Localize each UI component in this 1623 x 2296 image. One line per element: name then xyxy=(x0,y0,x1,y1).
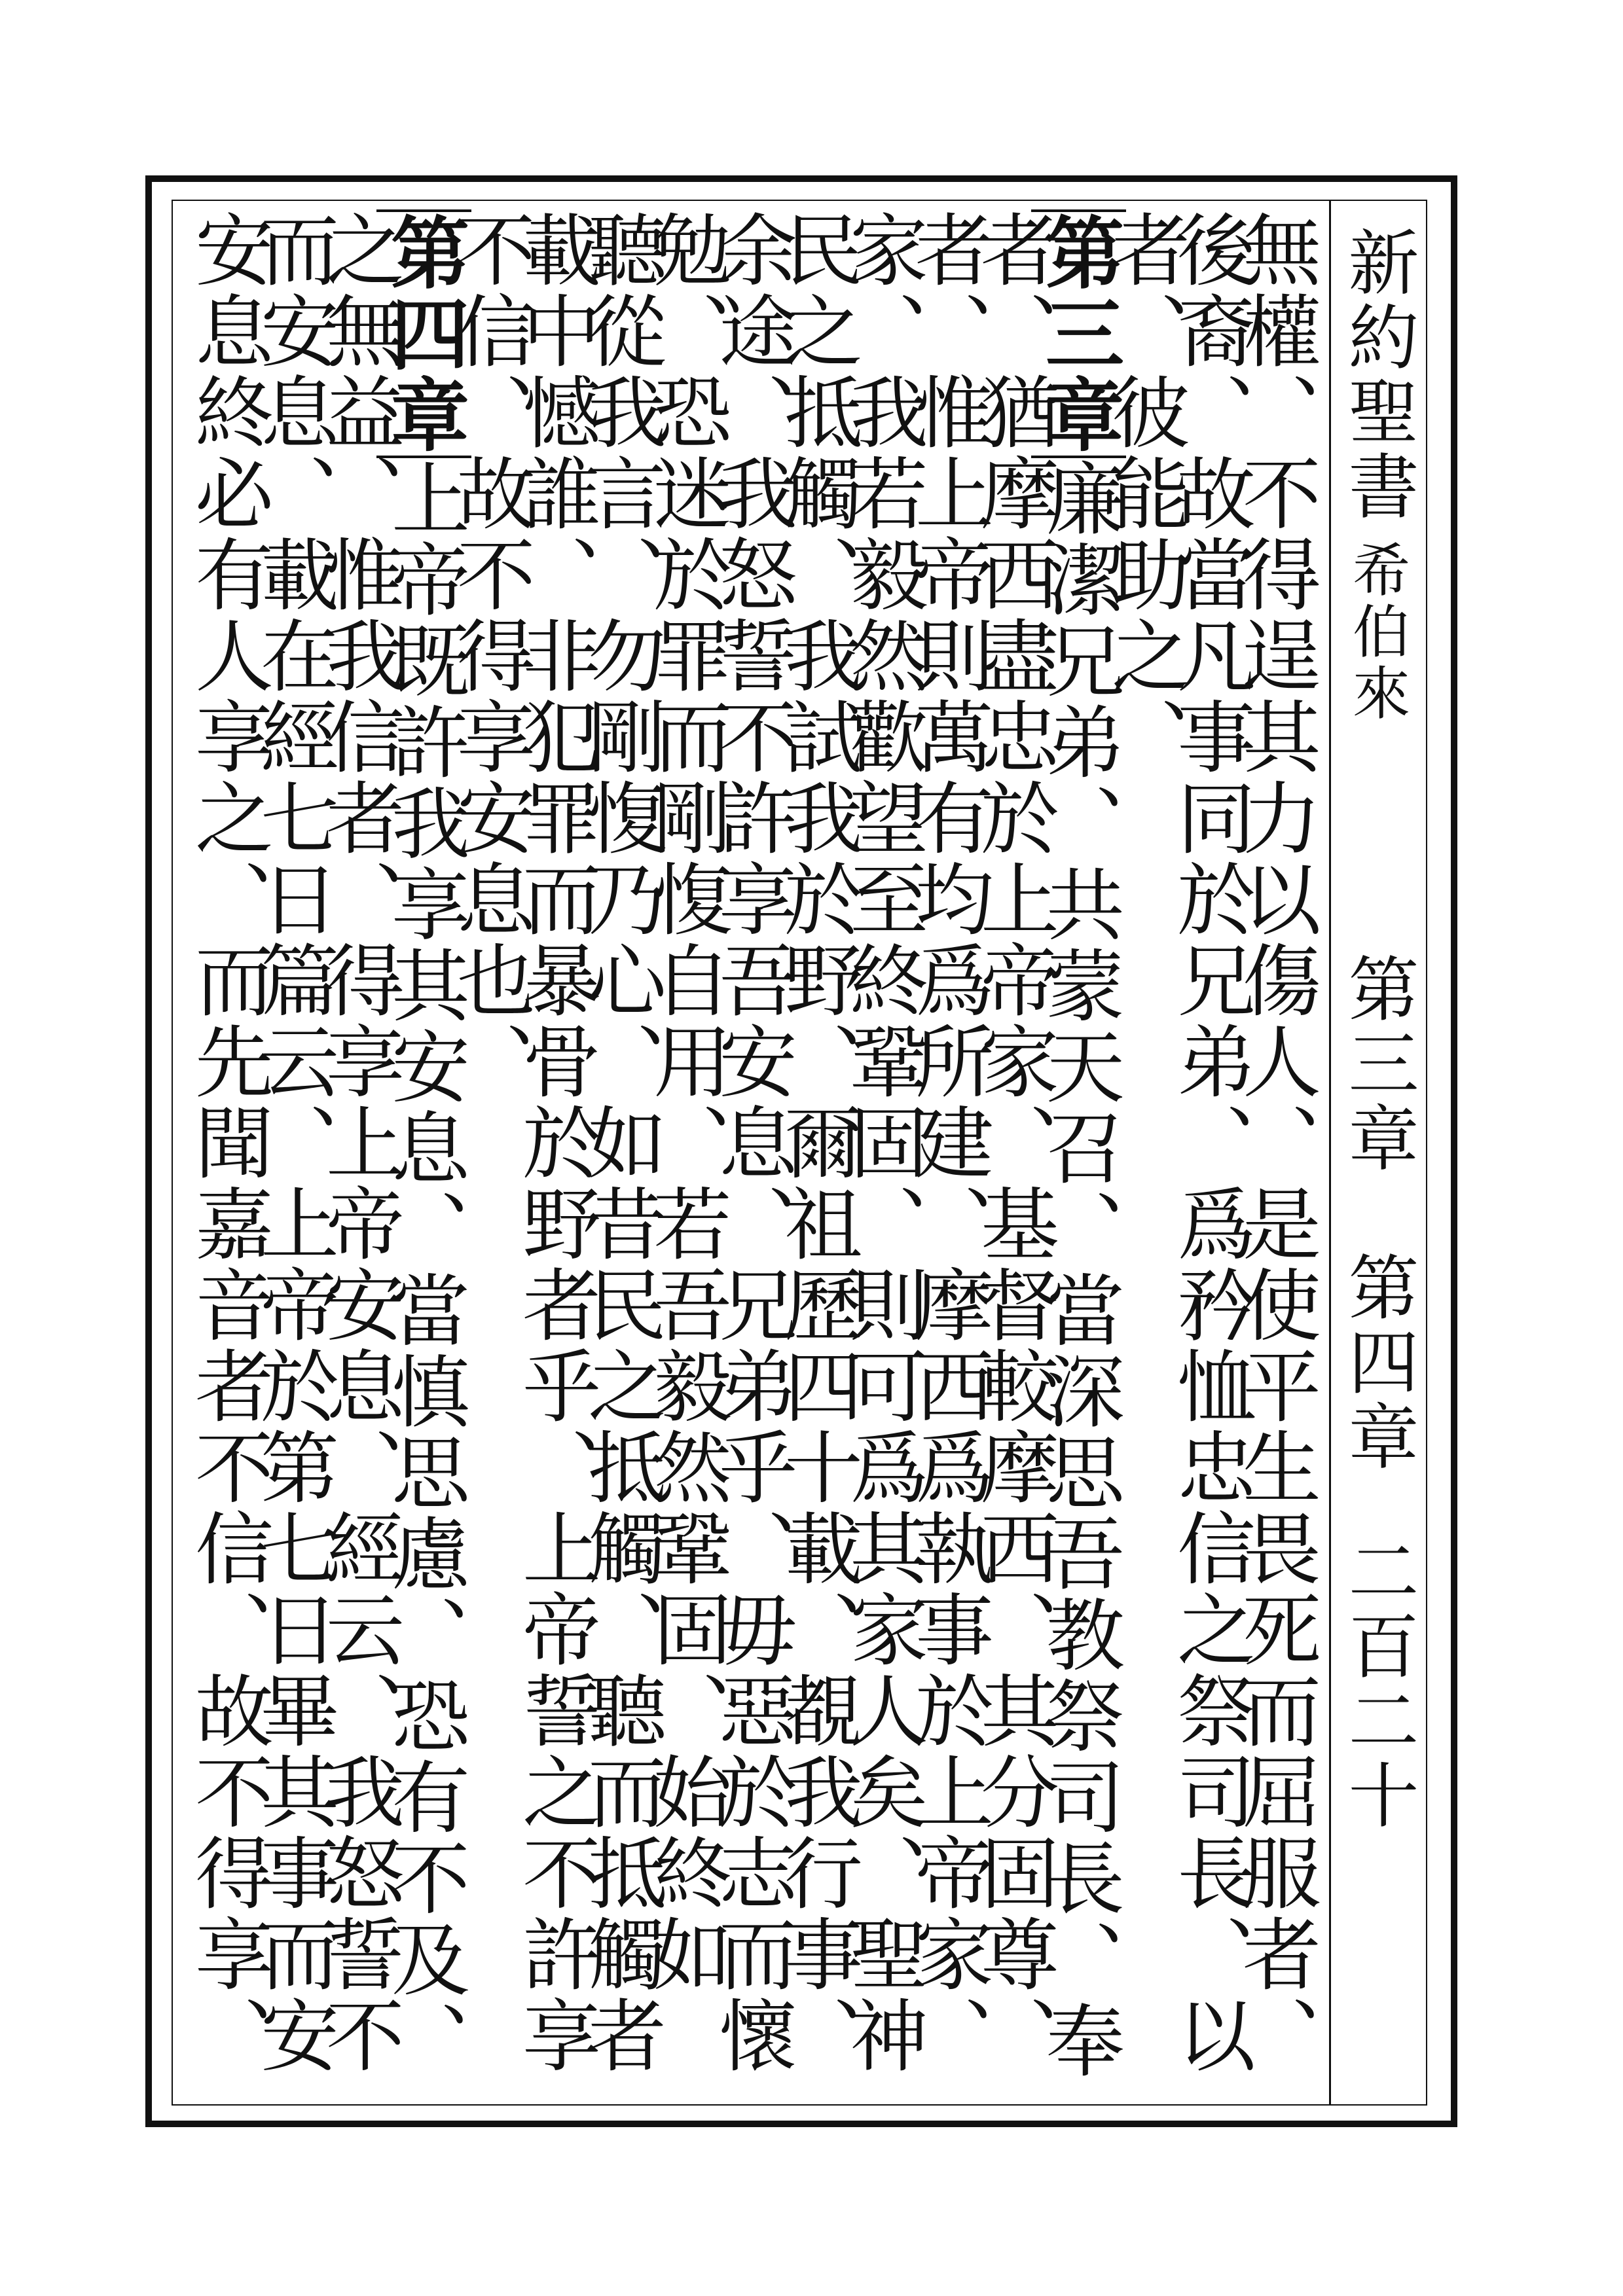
chapter-range: 第三章 第四章 xyxy=(1336,952,1418,1475)
chapter-marker: 第四章 xyxy=(376,209,471,458)
chapter-marker: 第三章 xyxy=(1031,209,1126,458)
epistle-name: 希伯來 xyxy=(1343,540,1411,725)
column-text: 者、惟上帝則萬有均爲所建、摩西爲執事於上帝家、 xyxy=(902,209,993,2076)
column-text: 之無益、惟我信者、得享上帝安息、經云、我怒誓不 xyxy=(313,209,404,2076)
text-column xyxy=(180,209,275,2094)
column-text: 家、我若毅然歡望至終鞏固、則可爲其家人矣、聖神 xyxy=(837,209,928,2076)
column-text: 安息終必有人享之、而先聞嘉音者不信、故不得享、 xyxy=(182,209,273,2076)
running-header xyxy=(1329,200,1436,2106)
column-text: 勉、恐迷於罪而剛愎自用、若吾毅然鞏固、始終如 xyxy=(640,209,731,1995)
column-text: 無權、不得逞其力以傷人、是使平生畏死而屈服者、 xyxy=(1230,209,1321,2076)
column-text: 聽從我言、勿剛愎乃心、如昔民之抵觸、聽而抵觸者 xyxy=(575,209,666,2076)
column-text: 不信、故不得享安息也、 xyxy=(444,209,535,1102)
column-text: 而安息、載在經七日篇云、上帝於第七日畢其事而安 xyxy=(247,209,338,2076)
column-text: 者、猶摩西盡忠於上帝家、基督較摩西、其分固尊、 xyxy=(968,209,1059,2076)
column-text: 者、彼能助之、 xyxy=(1099,209,1190,778)
column-text: 上帝既許我享其安息、當慎思慮、恐有不及、 xyxy=(378,458,469,2081)
column-text: 民之抵觸、我試我於野、爾祖歷四十載、覩我行事、 xyxy=(771,209,862,2076)
scripture-text-body xyxy=(182,196,1322,2094)
column-text: 載中憾誰、非犯罪而暴骨於野者乎、上帝誓之不許享 xyxy=(509,209,600,2076)
page-number: 二百二十 xyxy=(1336,1535,1418,1833)
column-text: 後裔、故當凡事同於兄弟、爲矜恤忠信之祭司長、以 xyxy=(1164,209,1255,2076)
column-text: 廉潔兄弟、共蒙天召、當深思吾教祭司長、奉 xyxy=(1033,458,1124,2081)
column-text: 余途、我怒誓不許享吾安息、兄弟乎、毋惡於志而懷 xyxy=(706,209,797,2076)
book-title: 新約聖書 xyxy=(1336,226,1418,524)
